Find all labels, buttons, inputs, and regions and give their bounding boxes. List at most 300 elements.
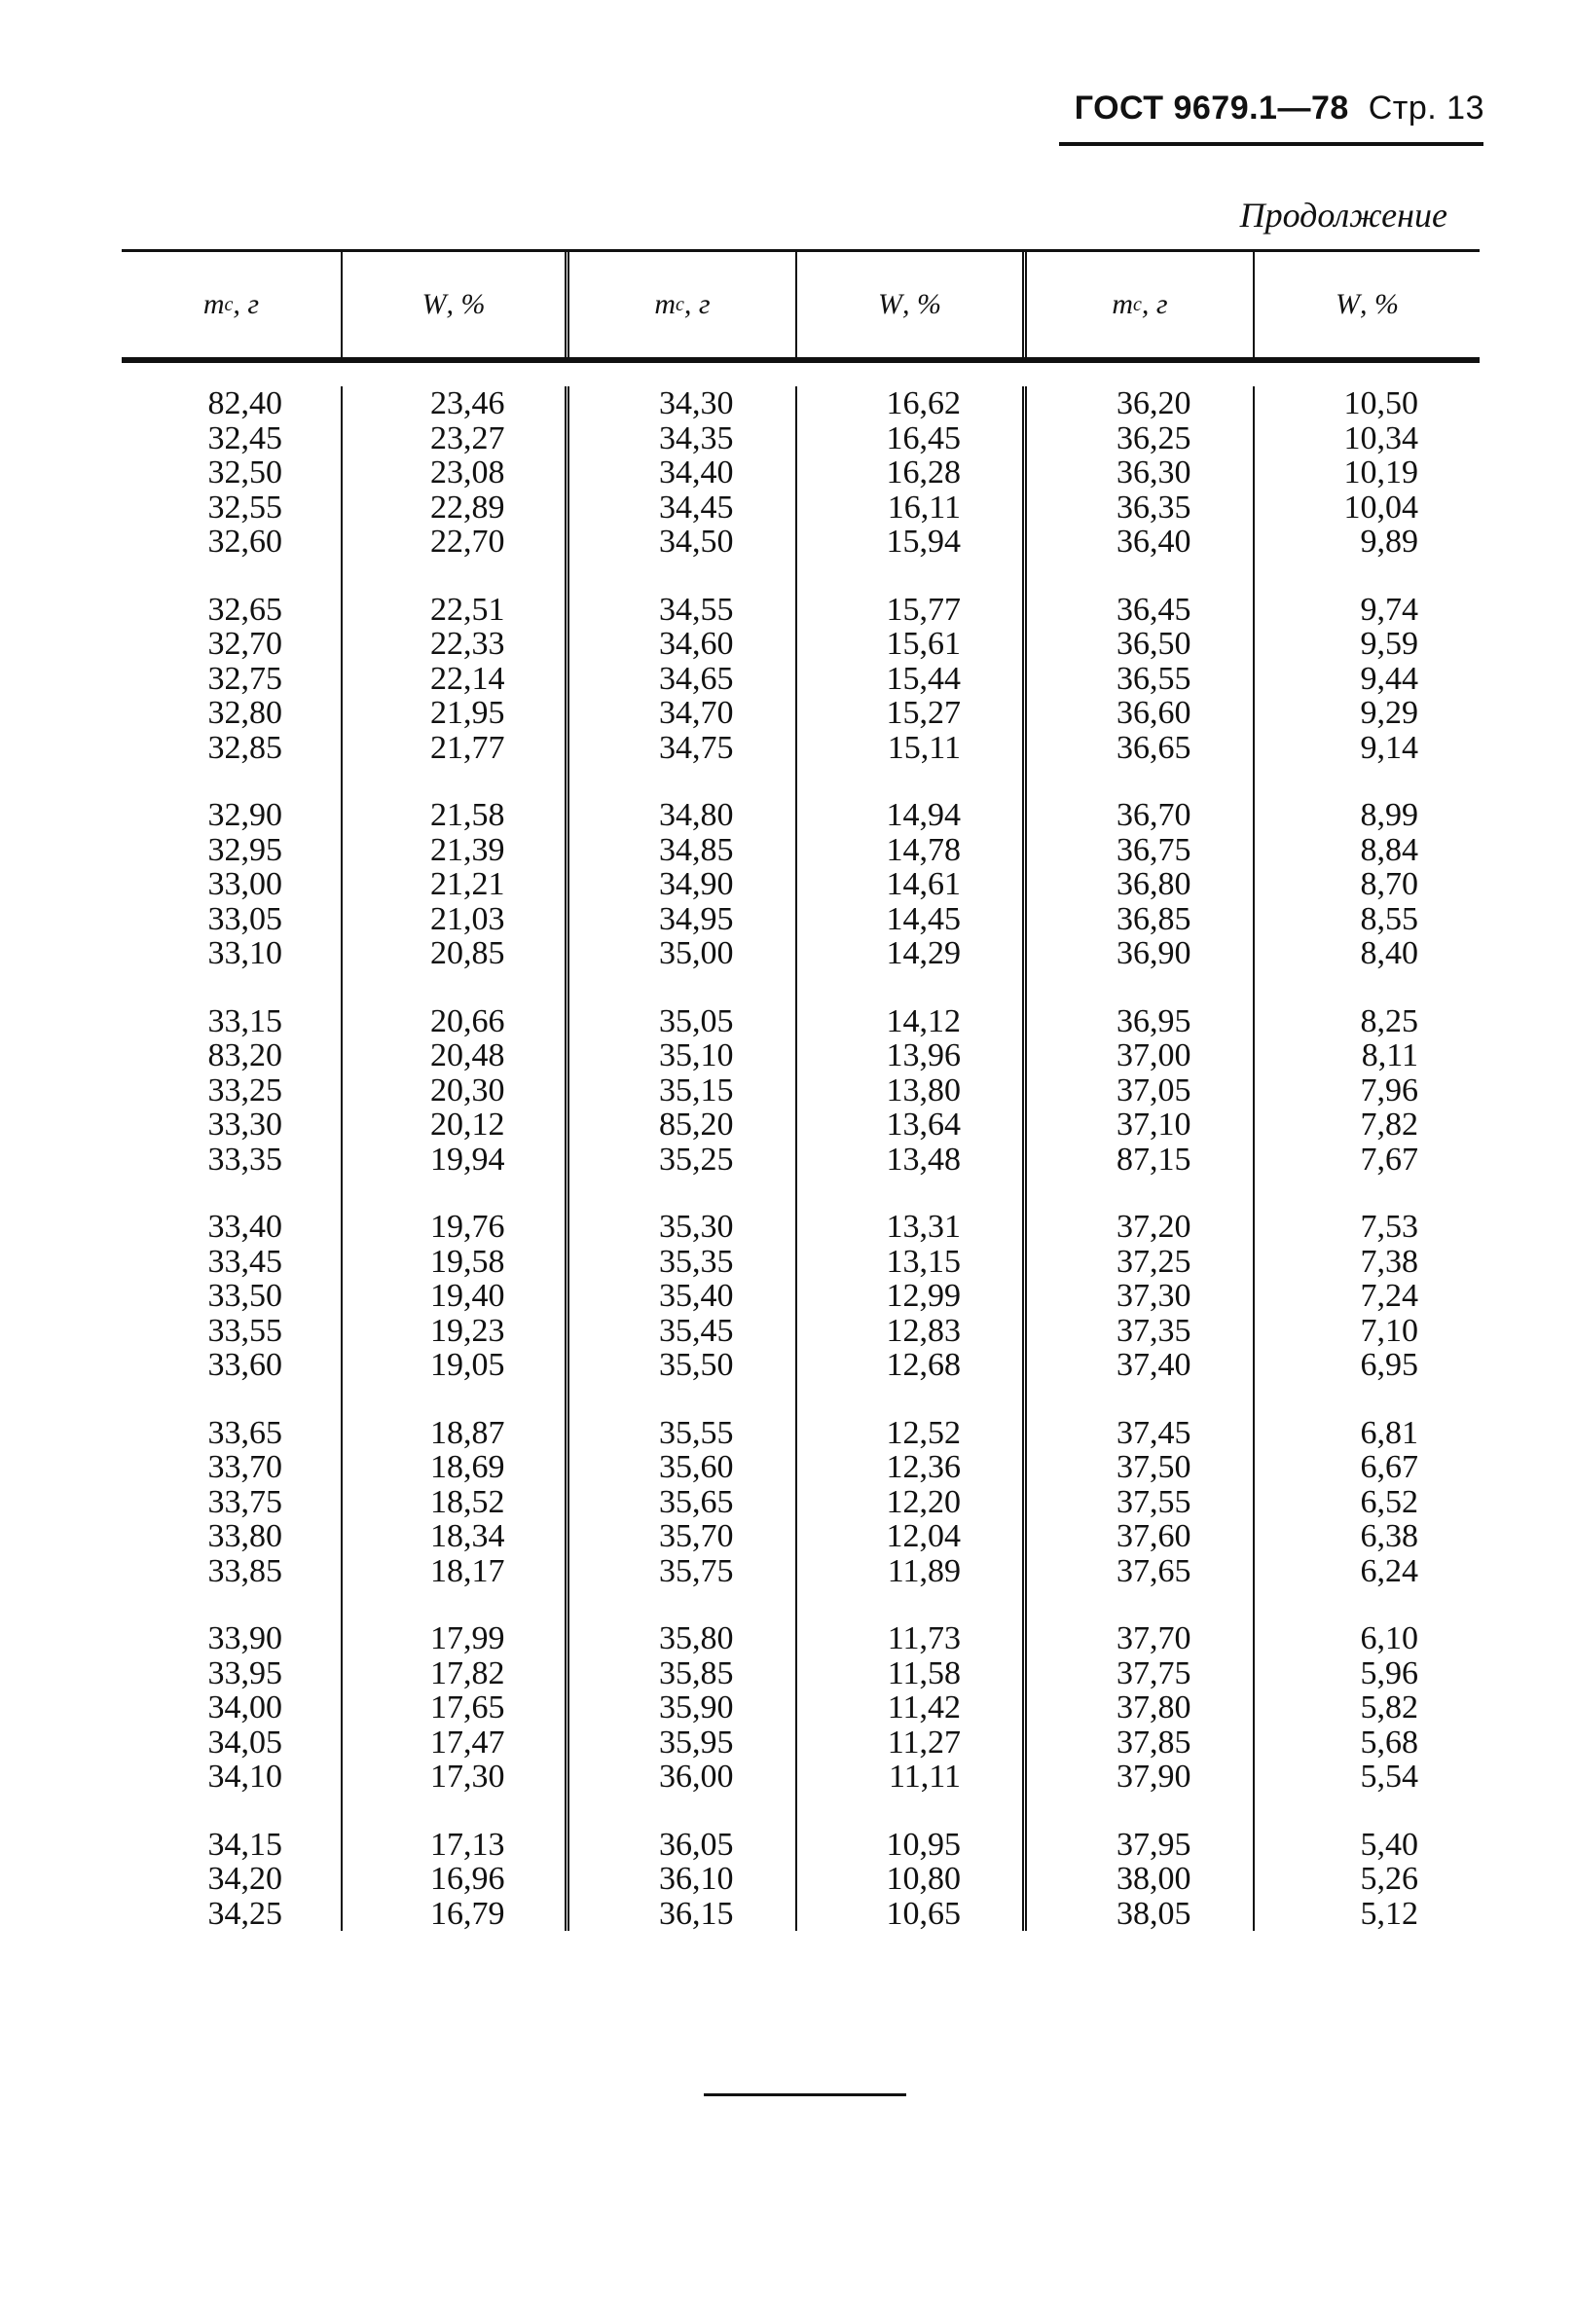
- table-cell: 19,40: [430, 1278, 505, 1314]
- table-cell: 34,75: [659, 729, 734, 766]
- row-group: [632, 1004, 734, 1178]
- table-cell: 35,90: [659, 1689, 734, 1725]
- table-cell: 38,00: [1116, 1861, 1191, 1897]
- table-cell: 13,31: [886, 1209, 961, 1245]
- table-cell: 35,65: [659, 1483, 734, 1520]
- table-cell: 36,55: [1116, 660, 1191, 697]
- table-cell: 16,28: [886, 454, 961, 490]
- row-group: [1089, 798, 1191, 971]
- table-cell: 32,55: [207, 489, 282, 526]
- table-cell: 33,35: [207, 1141, 282, 1178]
- row-group: [180, 593, 282, 766]
- table-cell: 34,10: [207, 1759, 282, 1795]
- row-group: [1316, 798, 1418, 971]
- table-cell: 8,11: [1361, 1037, 1418, 1073]
- table-cell: 33,65: [207, 1414, 282, 1451]
- table-cell: 35,05: [659, 1002, 734, 1039]
- table-cell: 22,70: [430, 524, 505, 560]
- row-group: [180, 1621, 282, 1795]
- table-cell: 7,53: [1360, 1209, 1418, 1245]
- row-group: [632, 1828, 734, 1932]
- table-cell: 9,44: [1360, 660, 1418, 697]
- table-cell: 36,05: [659, 1826, 734, 1863]
- table-cell: 21,03: [430, 900, 505, 937]
- table-cell: 9,59: [1360, 626, 1418, 662]
- table-cell: 8,55: [1360, 900, 1418, 937]
- table-cell: 37,30: [1116, 1278, 1191, 1314]
- table-cell: 6,10: [1360, 1620, 1418, 1656]
- row-group: [403, 593, 505, 766]
- table-cell: 7,96: [1360, 1071, 1418, 1108]
- table-cell: 83,20: [207, 1037, 282, 1073]
- column-header-symbol: m: [1112, 288, 1134, 320]
- table-cell: 20,12: [430, 1107, 505, 1143]
- row-group: [1316, 1828, 1418, 1932]
- table-cell: 20,85: [430, 935, 505, 971]
- table-header-row: [122, 252, 1480, 357]
- table-cell: 11,42: [887, 1689, 961, 1725]
- table-cell: 10,50: [1343, 385, 1418, 421]
- table-cell: 37,00: [1116, 1037, 1191, 1073]
- table-column-4: [795, 386, 1022, 1931]
- table-cell: 10,34: [1343, 419, 1418, 456]
- table-cell: 36,20: [1116, 385, 1191, 421]
- table-cell: 87,15: [1116, 1141, 1191, 1178]
- table-cell: 34,60: [659, 626, 734, 662]
- table-cell: 12,83: [886, 1312, 961, 1349]
- table-cell: 16,62: [886, 385, 961, 421]
- table-cell: 16,79: [430, 1895, 505, 1932]
- table-cell: 33,25: [207, 1071, 282, 1108]
- row-group: [1316, 1621, 1418, 1795]
- table-cell: 32,60: [207, 524, 282, 560]
- table-cell: 33,00: [207, 866, 282, 902]
- table-cell: 34,70: [659, 695, 734, 731]
- table-cell: 34,65: [659, 660, 734, 697]
- table-cell: 36,00: [659, 1759, 734, 1795]
- table-cell: 16,96: [430, 1861, 505, 1897]
- column-header-symbol: W: [421, 288, 447, 320]
- table-cell: 37,60: [1116, 1518, 1191, 1554]
- row-group: [859, 593, 961, 766]
- column-header-5: [1022, 252, 1253, 357]
- row-group: [180, 386, 282, 560]
- row-group: [180, 1416, 282, 1589]
- column-header-1: [122, 252, 341, 357]
- table-cell: 33,95: [207, 1654, 282, 1691]
- table-cell: 15,77: [886, 591, 961, 628]
- table-cell: 34,55: [659, 591, 734, 628]
- table-cell: 11,27: [887, 1724, 961, 1761]
- table-cell: 36,75: [1116, 831, 1191, 868]
- table-cell: 37,20: [1116, 1209, 1191, 1245]
- row-group: [1089, 1621, 1191, 1795]
- row-group: [403, 386, 505, 560]
- table-cell: 33,90: [207, 1620, 282, 1656]
- table-cell: 10,19: [1343, 454, 1418, 490]
- column-header-subscript: c: [224, 293, 234, 315]
- table-cell: 37,50: [1116, 1449, 1191, 1485]
- table-cell: 34,95: [659, 900, 734, 937]
- row-group: [1316, 1004, 1418, 1178]
- column-header-symbol: m: [654, 288, 677, 320]
- column-header-6: [1253, 252, 1480, 357]
- table-cell: 20,66: [430, 1002, 505, 1039]
- table-cell: 7,38: [1360, 1243, 1418, 1280]
- row-group: [632, 798, 734, 971]
- table-cell: 33,30: [207, 1107, 282, 1143]
- row-group: [1316, 386, 1418, 560]
- table-cell: 12,04: [886, 1518, 961, 1554]
- table-column-6: [1253, 386, 1480, 1931]
- table-cell: 36,25: [1116, 419, 1191, 456]
- table-cell: 33,80: [207, 1518, 282, 1554]
- table-cell: 35,60: [659, 1449, 734, 1485]
- row-group: [180, 1004, 282, 1178]
- table-cell: 34,20: [207, 1861, 282, 1897]
- table-cell: 9,29: [1360, 695, 1418, 731]
- table-cell: 35,75: [659, 1552, 734, 1589]
- table-cell: 8,25: [1360, 1002, 1418, 1039]
- data-table: [122, 249, 1480, 1979]
- table-cell: 34,90: [659, 866, 734, 902]
- table-cell: 13,80: [886, 1071, 961, 1108]
- table-cell: 33,15: [207, 1002, 282, 1039]
- table-cell: 37,05: [1116, 1071, 1191, 1108]
- table-cell: 36,80: [1116, 866, 1191, 902]
- table-cell: 34,30: [659, 385, 734, 421]
- table-cell: 15,94: [886, 524, 961, 560]
- column-header-subscript: c: [1133, 293, 1142, 315]
- row-group: [180, 1210, 282, 1383]
- table-cell: 35,50: [659, 1347, 734, 1383]
- row-group: [1089, 1416, 1191, 1589]
- table-cell: 6,38: [1360, 1518, 1418, 1554]
- table-cell: 12,99: [886, 1278, 961, 1314]
- table-cell: 36,40: [1116, 524, 1191, 560]
- table-cell: 9,14: [1360, 729, 1418, 766]
- table-cell: 18,69: [430, 1449, 505, 1485]
- table-cell: 12,52: [886, 1414, 961, 1451]
- table-cell: 32,85: [207, 729, 282, 766]
- row-group: [180, 1828, 282, 1932]
- table-cell: 33,50: [207, 1278, 282, 1314]
- table-cell: 17,99: [430, 1620, 505, 1656]
- row-group: [859, 1210, 961, 1383]
- row-group: [1089, 1210, 1191, 1383]
- row-group: [403, 1004, 505, 1178]
- table-cell: 8,40: [1360, 935, 1418, 971]
- table-cell: 5,82: [1360, 1689, 1418, 1725]
- table-cell: 38,05: [1116, 1895, 1191, 1932]
- table-cell: 36,85: [1116, 900, 1191, 937]
- table-cell: 7,67: [1360, 1141, 1418, 1178]
- table-cell: 33,10: [207, 935, 282, 971]
- table-cell: 82,40: [207, 385, 282, 421]
- table-cell: 16,11: [887, 489, 961, 526]
- column-header-symbol: m: [202, 288, 225, 320]
- table-cell: 10,80: [886, 1861, 961, 1897]
- end-rule: [704, 2093, 906, 2096]
- table-cell: 8,84: [1360, 831, 1418, 868]
- table-cell: 5,54: [1360, 1759, 1418, 1795]
- table-cell: 37,55: [1116, 1483, 1191, 1520]
- table-cell: 7,24: [1360, 1278, 1418, 1314]
- table-cell: 33,60: [207, 1347, 282, 1383]
- table-cell: 10,95: [886, 1826, 961, 1863]
- table-cell: 14,12: [886, 1002, 961, 1039]
- table-cell: 33,85: [207, 1552, 282, 1589]
- table-cell: 23,08: [430, 454, 505, 490]
- table-cell: 11,89: [887, 1552, 961, 1589]
- table-cell: 10,65: [886, 1895, 961, 1932]
- page-header: [1075, 90, 1484, 127]
- table-cell: 18,34: [430, 1518, 505, 1554]
- table-cell: 6,52: [1360, 1483, 1418, 1520]
- table-cell: 35,30: [659, 1209, 734, 1245]
- table-cell: 35,85: [659, 1654, 734, 1691]
- row-group: [403, 1210, 505, 1383]
- table-cell: 11,73: [887, 1620, 961, 1656]
- row-group: [1089, 386, 1191, 560]
- table-cell: 5,40: [1360, 1826, 1418, 1863]
- table-cell: 33,40: [207, 1209, 282, 1245]
- table-cell: 20,30: [430, 1071, 505, 1108]
- row-group: [859, 798, 961, 971]
- table-cell: 37,25: [1116, 1243, 1191, 1280]
- table-cell: 22,14: [430, 660, 505, 697]
- row-group: [403, 1621, 505, 1795]
- table-cell: 6,24: [1360, 1552, 1418, 1589]
- row-group: [859, 386, 961, 560]
- table-cell: 34,85: [659, 831, 734, 868]
- table-cell: 14,94: [886, 797, 961, 833]
- table-cell: 35,10: [659, 1037, 734, 1073]
- table-cell: 34,40: [659, 454, 734, 490]
- column-header-unit: , %: [902, 288, 941, 320]
- column-header-unit: , %: [446, 288, 486, 320]
- table-cell: 6,81: [1360, 1414, 1418, 1451]
- table-cell: 36,60: [1116, 695, 1191, 731]
- table-cell: 35,35: [659, 1243, 734, 1280]
- table-cell: 37,75: [1116, 1654, 1191, 1691]
- table-cell: 17,47: [430, 1724, 505, 1761]
- table-cell: 22,89: [430, 489, 505, 526]
- table-cell: 23,27: [430, 419, 505, 456]
- table-cell: 14,78: [886, 831, 961, 868]
- table-cell: 14,61: [886, 866, 961, 902]
- table-cell: 9,89: [1360, 524, 1418, 560]
- table-cell: 32,45: [207, 419, 282, 456]
- table-cell: 11,11: [889, 1759, 961, 1795]
- row-group: [403, 1828, 505, 1932]
- table-cell: 21,77: [430, 729, 505, 766]
- row-group: [859, 1621, 961, 1795]
- column-header-unit: , г: [683, 288, 711, 320]
- table-cell: 35,45: [659, 1312, 734, 1349]
- table-cell: 19,23: [430, 1312, 505, 1349]
- table-column-3: [565, 386, 795, 1931]
- table-cell: 21,39: [430, 831, 505, 868]
- table-cell: 5,68: [1360, 1724, 1418, 1761]
- table-cell: 17,13: [430, 1826, 505, 1863]
- table-cell: 15,44: [886, 660, 961, 697]
- table-cell: 37,65: [1116, 1552, 1191, 1589]
- table-cell: 16,45: [886, 419, 961, 456]
- table-cell: 34,50: [659, 524, 734, 560]
- row-group: [632, 386, 734, 560]
- column-header-unit: , %: [1360, 288, 1399, 320]
- table-cell: 37,70: [1116, 1620, 1191, 1656]
- table-cell: 19,76: [430, 1209, 505, 1245]
- row-group: [859, 1828, 961, 1932]
- column-header-2: [341, 252, 565, 357]
- table-cell: 22,51: [430, 591, 505, 628]
- row-group: [403, 1416, 505, 1589]
- table-cell: 36,70: [1116, 797, 1191, 833]
- table-cell: 32,90: [207, 797, 282, 833]
- table-column-2: [341, 386, 565, 1931]
- table-cell: 35,80: [659, 1620, 734, 1656]
- table-cell: 37,85: [1116, 1724, 1191, 1761]
- table-cell: 15,27: [886, 695, 961, 731]
- table-cell: 32,70: [207, 626, 282, 662]
- table-column-1: [122, 386, 341, 1931]
- table-cell: 22,33: [430, 626, 505, 662]
- table-cell: 14,45: [886, 900, 961, 937]
- table-cell: 34,00: [207, 1689, 282, 1725]
- table-cell: 12,36: [886, 1449, 961, 1485]
- table-cell: 15,61: [886, 626, 961, 662]
- row-group: [1316, 1210, 1418, 1383]
- table-cell: 34,80: [659, 797, 734, 833]
- table-cell: 36,65: [1116, 729, 1191, 766]
- table-cell: 17,30: [430, 1759, 505, 1795]
- column-header-unit: , г: [233, 288, 260, 320]
- table-cell: 37,45: [1116, 1414, 1191, 1451]
- table-cell: 5,96: [1360, 1654, 1418, 1691]
- row-group: [1089, 1828, 1191, 1932]
- table-cell: 19,58: [430, 1243, 505, 1280]
- table-cell: 35,95: [659, 1724, 734, 1761]
- table-cell: 7,82: [1360, 1107, 1418, 1143]
- table-cell: 6,95: [1360, 1347, 1418, 1383]
- continuation-label: Продолжение: [1239, 196, 1447, 235]
- table-cell: 37,40: [1116, 1347, 1191, 1383]
- table-cell: 36,10: [659, 1861, 734, 1897]
- table-cell: 35,00: [659, 935, 734, 971]
- table-cell: 34,35: [659, 419, 734, 456]
- table-cell: 18,87: [430, 1414, 505, 1451]
- table-cell: 9,74: [1360, 591, 1418, 628]
- table-cell: 13,48: [886, 1141, 961, 1178]
- table-cell: 17,82: [430, 1654, 505, 1691]
- table-cell: 37,10: [1116, 1107, 1191, 1143]
- column-header-symbol: W: [1336, 288, 1360, 320]
- table-cell: 8,70: [1360, 866, 1418, 902]
- column-header-subscript: c: [676, 293, 684, 315]
- row-group: [1316, 1416, 1418, 1589]
- table-cell: 36,45: [1116, 591, 1191, 628]
- table-cell: 37,80: [1116, 1689, 1191, 1725]
- table-cell: 12,68: [886, 1347, 961, 1383]
- table-cell: 34,25: [207, 1895, 282, 1932]
- table-cell: 37,95: [1116, 1826, 1191, 1863]
- table-cell: 7,10: [1360, 1312, 1418, 1349]
- row-group: [1089, 593, 1191, 766]
- table-cell: 32,50: [207, 454, 282, 490]
- column-header-4: [795, 252, 1022, 357]
- table-cell: 13,96: [886, 1037, 961, 1073]
- table-cell: 33,70: [207, 1449, 282, 1485]
- header-rule: [1059, 142, 1483, 146]
- column-header-symbol: W: [878, 288, 902, 320]
- table-cell: 32,80: [207, 695, 282, 731]
- column-header-3: [565, 252, 795, 357]
- table-cell: 23,46: [430, 385, 505, 421]
- table-cell: 33,45: [207, 1243, 282, 1280]
- table-cell: 14,29: [886, 935, 961, 971]
- table-cell: 10,04: [1343, 489, 1418, 526]
- table-cell: 15,11: [887, 729, 961, 766]
- table-cell: 35,15: [659, 1071, 734, 1108]
- row-group: [1089, 1004, 1191, 1178]
- table-cell: 32,65: [207, 591, 282, 628]
- table-cell: 12,20: [886, 1483, 961, 1520]
- table-cell: 21,21: [430, 866, 505, 902]
- table-cell: 19,05: [430, 1347, 505, 1383]
- row-group: [632, 1621, 734, 1795]
- table-cell: 32,75: [207, 660, 282, 697]
- table-cell: 36,30: [1116, 454, 1191, 490]
- table-cell: 36,15: [659, 1895, 734, 1932]
- row-group: [180, 798, 282, 971]
- table-cell: 35,55: [659, 1414, 734, 1451]
- table-cell: 34,15: [207, 1826, 282, 1863]
- table-cell: 36,35: [1116, 489, 1191, 526]
- table-cell: 8,99: [1360, 797, 1418, 833]
- table-cell: 18,17: [430, 1552, 505, 1589]
- table-cell: 13,15: [886, 1243, 961, 1280]
- table-cell: 6,67: [1360, 1449, 1418, 1485]
- row-group: [632, 1210, 734, 1383]
- table-cell: 36,50: [1116, 626, 1191, 662]
- table-cell: 37,90: [1116, 1759, 1191, 1795]
- table-cell: 36,95: [1116, 1002, 1191, 1039]
- row-group: [1316, 593, 1418, 766]
- row-group: [632, 593, 734, 766]
- table-column-5: [1022, 386, 1253, 1931]
- row-group: [859, 1004, 961, 1178]
- table-cell: 32,95: [207, 831, 282, 868]
- table-cell: 34,45: [659, 489, 734, 526]
- table-cell: 37,35: [1116, 1312, 1191, 1349]
- table-cell: 36,90: [1116, 935, 1191, 971]
- table-cell: 5,12: [1360, 1895, 1418, 1932]
- table-cell: 21,58: [430, 797, 505, 833]
- table-cell: 18,52: [430, 1483, 505, 1520]
- row-group: [859, 1416, 961, 1589]
- table-cell: 85,20: [659, 1107, 734, 1143]
- table-cell: 33,05: [207, 900, 282, 937]
- table-cell: 35,40: [659, 1278, 734, 1314]
- table-cell: 17,65: [430, 1689, 505, 1725]
- table-cell: 21,95: [430, 695, 505, 731]
- table-cell: 5,26: [1360, 1861, 1418, 1897]
- table-cell: 35,70: [659, 1518, 734, 1554]
- table-cell: 11,58: [887, 1654, 961, 1691]
- table-cell: 19,94: [430, 1141, 505, 1178]
